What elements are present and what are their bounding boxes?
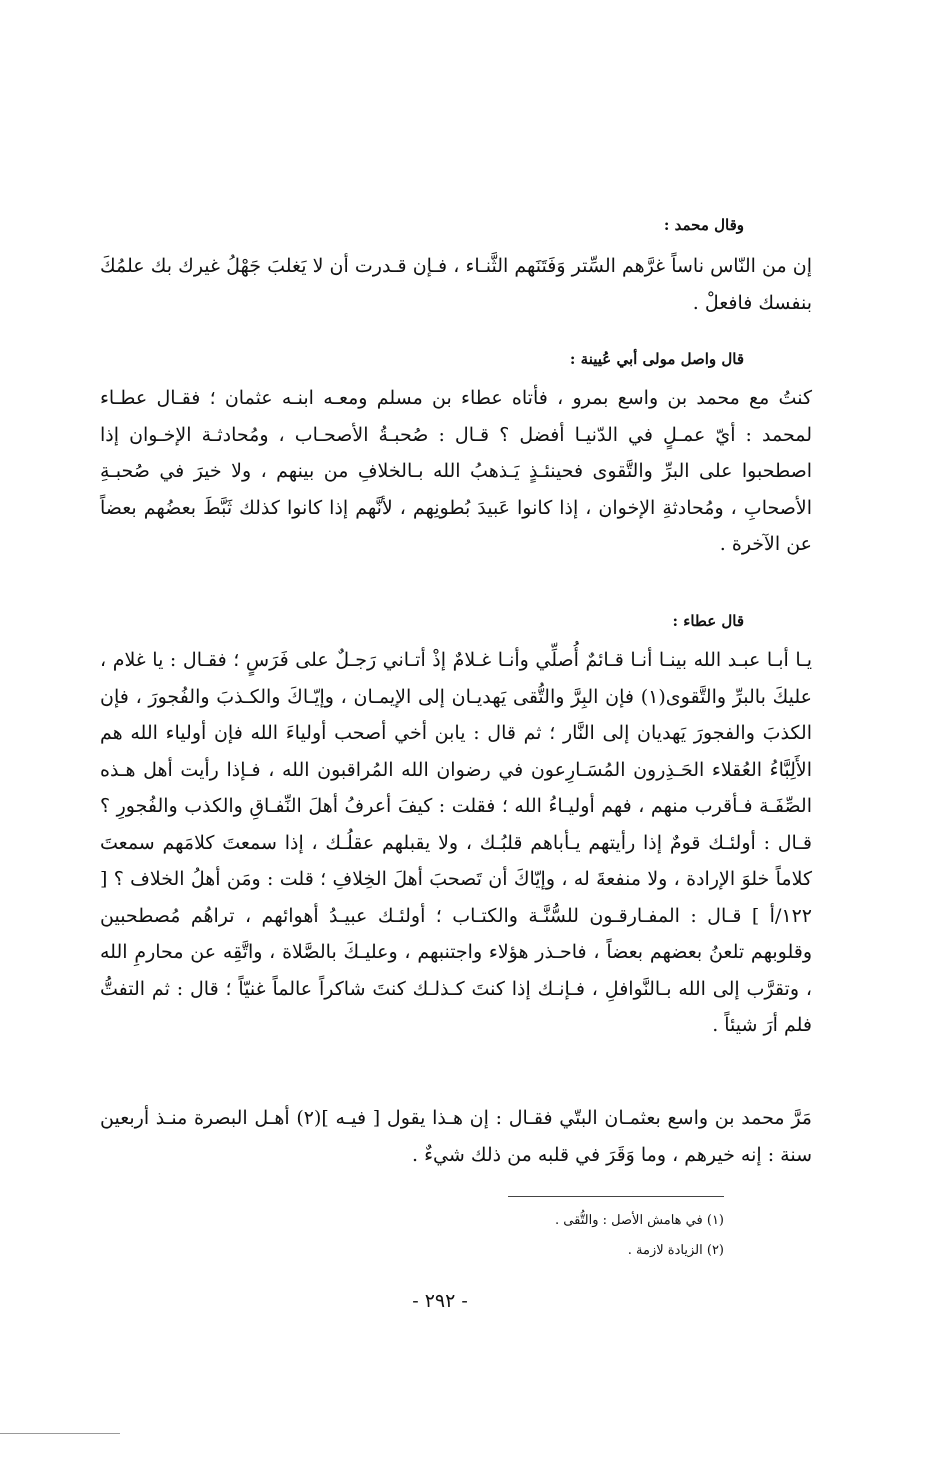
section-1-heading: وقال محمد : xyxy=(663,216,744,234)
section-3-paragraph-2: مَرَّ محمد بن واسع بعثمـان البتّي فقـال : إن هـذا يقول [ فيـه ](٢) أهـل البصرة منـذ أربعين سنة : إنه خيرهم ، وما وَقَرَ في قلبه من ذلك شيءٌ . xyxy=(100,1107,812,1166)
scan-edge-line xyxy=(0,1433,120,1434)
section-2-heading: قال واصل مولى أبي عُيينة : xyxy=(569,350,744,368)
section-1-paragraph: إن من النّاس ناساً غرَّهم السِّتر وَفَتَنَهم الثَّنـاء ، فـإن قـدرت أن لا يَغلبَ جَهْلُ غيرك بك علمُكَ بنفسك فافعلْ . xyxy=(100,255,812,314)
page-number: - ٢٩٢ - xyxy=(412,1290,468,1312)
section-2-paragraph: كنتُ مع محمد بن واسع بمرو ، فأتاه عطاء بن مسلم ومعـه ابنـه عثمان ؛ فقـال عطـاء لمحمد : أيّ عمـلٍ في الدّنيـا أفضل ؟ قـال : صُحبـةُ الأصحـاب ، ومُحادثـة الإخـوان إذا اصطحبوا على البرِّ والتَّقوى فحينئـذٍ يَـذهبُ الله بـالخلافِ من بينهم ، ولا خيرَ في صُحبـةِ الأصحابِ ، ومُحادثةِ الإخوان ، إذا كانوا عَبيدَ بُطونِهم ، لأنَّهم إذا كانوا كذلك ثَبَّطَ بعضُهم بعضاً عن الآخرة . xyxy=(100,387,812,555)
footnote-2: (٢) الزيادة لازمة . xyxy=(627,1243,724,1258)
footnote-divider xyxy=(508,1196,724,1197)
section-3-paragraph: يـا أبـا عبـد الله بينـا أنـا قـائمٌ أُصلِّي وأنـا غـلامٌ إذْ أتـاني رَجـلٌ على فَرَسٍ ؛ فقـال : يا غلام ، عليكَ بالبرِّ والتَّقوى(١) فإن البِرَّ والتُّقى يَهديـان إلى الإيمـان ، وإيّـاكَ والكـذبَ والفُجورَ ، فإن الكذبَ والفجورَ يَهديان إلى النَّار ؛ ثم قال : يابن أخي أصحب أولياءَ الله فإن أولياء الله هم الأَلِبَّاءُ العُقلاء الحَـذِرون المُسَـارِعون في رضوان الله المُراقبون الله ، فـإذا رأيت أهل هـذه الصِّفَـة فـأقرب منهم ، فهم أوليـاءُ الله ؛ فقلت : كيفَ أعرفُ أهلَ النِّفـاقِ والكذب والفُجورِ ؟ قـال : أولئـك قومٌ إذا رأيتهم يـأباهم قلبُـك ، ولا يقبلهم عقلُـك ، إذا سمعتَ كلامَهم سمعتَ كلاماً خلوَ الإرادة ، ولا منفعةَ له ، وإيّاكَ أن تَصحبَ أهلَ الخِلافِ ؛ قلت : ومَن أهلُ الخلاف ؟ [ ١٢٢/أ ] قـال : المفـارقـون للسُّنَّـة والكتـاب ؛ أولئـك عبيـدُ أهوائهم ، تراهُم مُصطحبين وقلوبهم تلعنُ بعضهم بعضاً ، فاحـذر هؤلاء واجتنبهم ، وعليـكَ بالصَّلاة ، واتَّقِه عن محارمِ الله ، وتقرَّب إلى الله بـالنَّوافلِ ، فـإنـك إذا كنتَ كـذلـك كنتَ شاكراً عالماً غنيّاً ؛ قال : ثم التفتُّ فلم أرَ شيئاً . xyxy=(100,649,812,1036)
section-3-heading: قال عطاء : xyxy=(672,612,744,630)
footnote-1: (١) في هامش الأصل : والتُّقى . xyxy=(555,1213,724,1228)
